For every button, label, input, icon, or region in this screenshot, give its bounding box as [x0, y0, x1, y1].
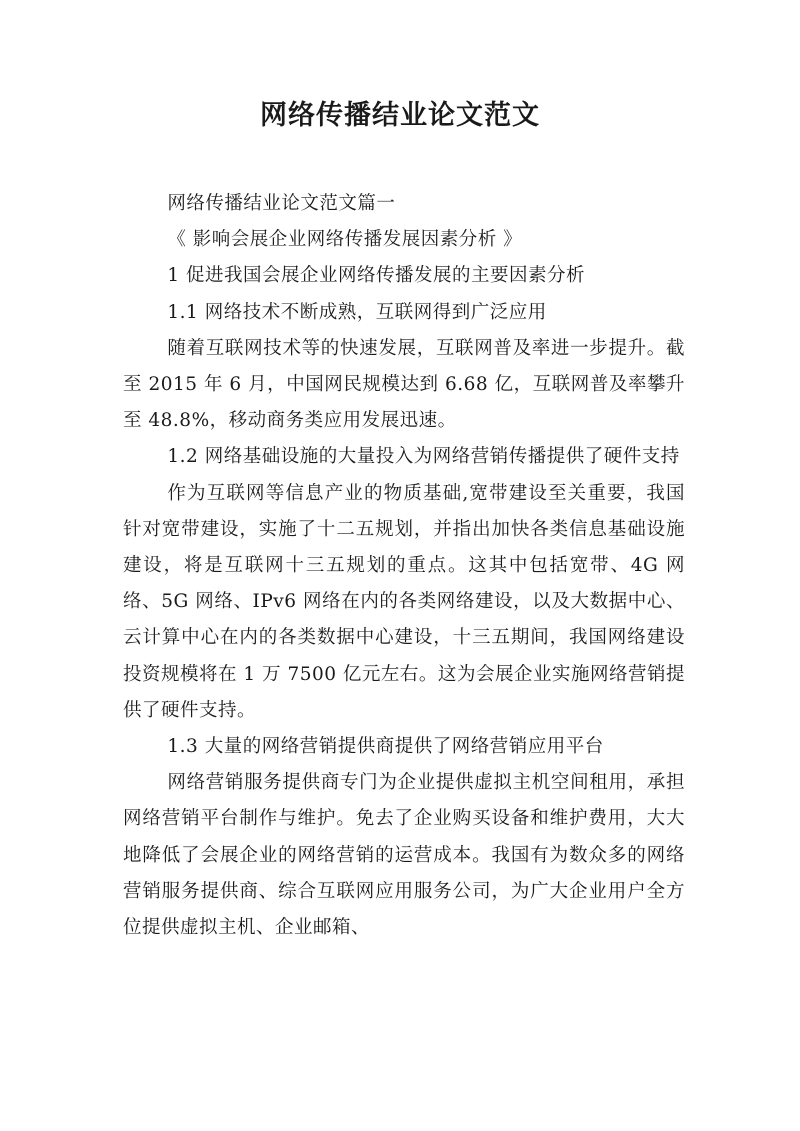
body-paragraph: 随着互联网技术等的快速发展，互联网普及率进一步提升。截至 2015 年 6 月，中国网民规模达到 6.68 亿，互联网普及率攀升至 48.8%，移动商务类应用发展迅速。 [123, 337, 685, 432]
section-heading-1: 1 促进我国会展企业网络传播发展的主要因素分析 [167, 265, 586, 287]
document-body [123, 186, 685, 946]
document-title: 网络传播结业论文范文 [260, 100, 540, 131]
section-heading-1-3: 1.3 大量的网络营销提供商提供了网络营销应用平台 [167, 736, 604, 758]
body-paragraph: 作为互联网等信息产业的物质基础,宽带建设至关重要，我国针对宽带建设，实施了十二五规划，并指出加快各类信息基础设施建设，将是互联网十三五规划的重点。这其中包括宽带、4G 网络、5G 网络、IPv6 网络在内的各类网络建设，以及大数据中心、云计算中心在内的各类数据中心建设，十三五期间，我国网络建设投资规模将在 1 万 7500 亿元左右。这为会展企业实施网络营销提供了硬件支持。 [123, 482, 685, 721]
subtitle-paragraph: 网络传播结业论文范文篇一 [167, 193, 396, 214]
section-heading-1-1: 1.1 网络技术不断成熟，互联网得到广泛应用 [167, 301, 547, 323]
article-title-paragraph: 《 影响会展企业网络传播发展因素分析 》 [167, 229, 523, 251]
section-heading-1-2: 1.2 网络基础设施的大量投入为网络营销传播提供了硬件支持 [167, 446, 680, 468]
body-paragraph: 网络营销服务提供商专门为企业提供虚拟主机空间租用，承担网络营销平台制作与维护。免去了企业购买设备和维护费用，大大地降低了会展企业的网络营销的运营成本。我国有为数众多的网络营销服务提供商、综合互联网应用服务公司，为广大企业用户全方位提供虚拟主机、企业邮箱、 [123, 772, 685, 939]
